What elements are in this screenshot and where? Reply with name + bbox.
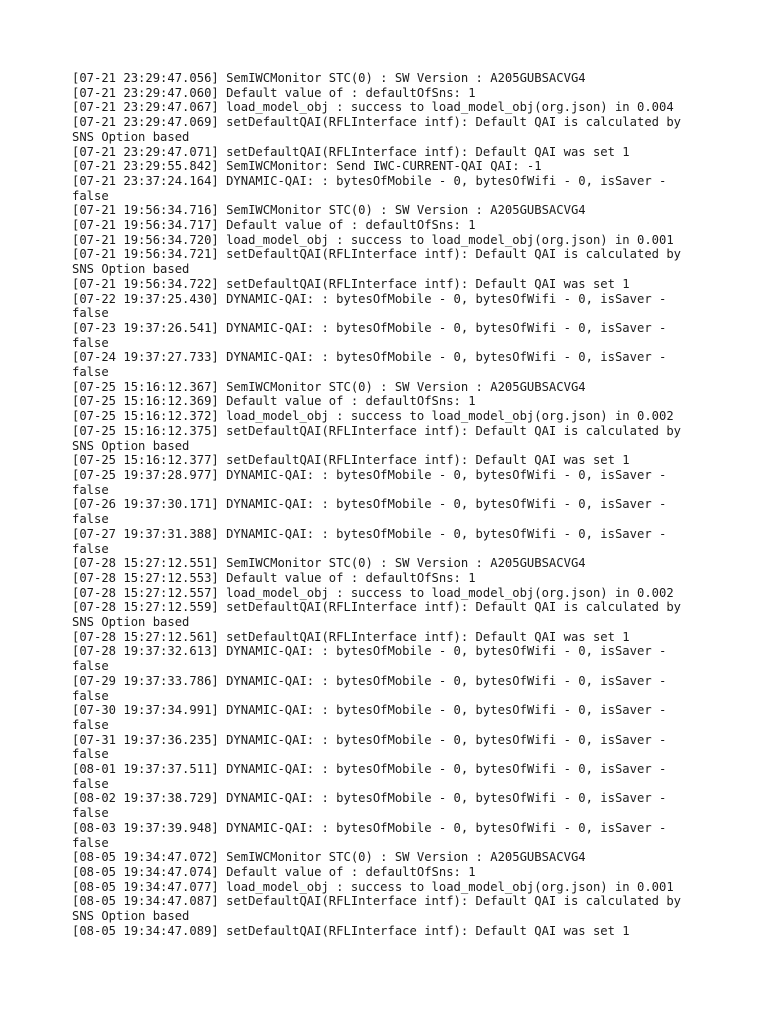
log-line: false [72,688,109,703]
log-line: [07-21 23:29:55.842] SemIWCMonitor: Send IWC-CURRENT-QAI QAI: -1 [72,159,542,174]
log-line: [07-21 23:37:24.164] DYNAMIC-QAI: : bytesOfMobile - 0, bytesOfWifi - 0, isSaver - [72,173,667,188]
log-line: [07-25 19:37:28.977] DYNAMIC-QAI: : bytesOfMobile - 0, bytesOfWifi - 0, isSaver - [72,467,667,482]
log-line: [07-28 15:27:12.559] setDefaultQAI(RFLInterface intf): Default QAI is calculated by [72,600,682,615]
log-line: [07-21 19:56:34.722] setDefaultQAI(RFLInterface intf): Default QAI was set 1 [72,276,630,291]
log-line: [07-27 19:37:31.388] DYNAMIC-QAI: : bytesOfMobile - 0, bytesOfWifi - 0, isSaver - [72,526,667,541]
log-line: false [72,365,109,380]
log-line: false [72,188,109,203]
log-line: [08-01 19:37:37.511] DYNAMIC-QAI: : bytesOfMobile - 0, bytesOfWifi - 0, isSaver - [72,762,667,777]
log-line: false [72,482,109,497]
log-line: [08-05 19:34:47.087] setDefaultQAI(RFLInterface intf): Default QAI is calculated by [72,894,682,909]
log-line: [07-21 23:29:47.067] load_model_obj : success to load_model_obj(org.json) in 0.004 [72,100,674,115]
log-line: [07-21 23:29:47.071] setDefaultQAI(RFLInterface intf): Default QAI was set 1 [72,144,630,159]
log-line: SNS Option based [72,262,190,277]
log-line: [08-02 19:37:38.729] DYNAMIC-QAI: : bytesOfMobile - 0, bytesOfWifi - 0, isSaver - [72,791,667,806]
log-line: [08-05 19:34:47.077] load_model_obj : success to load_model_obj(org.json) in 0.001 [72,879,674,894]
log-line: [08-03 19:37:39.948] DYNAMIC-QAI: : bytesOfMobile - 0, bytesOfWifi - 0, isSaver - [72,820,667,835]
log-line: [07-23 19:37:26.541] DYNAMIC-QAI: : bytesOfMobile - 0, bytesOfWifi - 0, isSaver - [72,320,667,335]
log-line: [07-28 19:37:32.613] DYNAMIC-QAI: : bytesOfMobile - 0, bytesOfWifi - 0, isSaver - [72,644,667,659]
log-line: false [72,659,109,674]
log-line: false [72,776,109,791]
log-line: false [72,747,109,762]
log-line: SNS Option based [72,615,190,630]
log-line: false [72,835,109,850]
log-line: [07-28 15:27:12.551] SemIWCMonitor STC(0) : SW Version : A205GUBSACVG4 [72,556,586,571]
log-line: [07-24 19:37:27.733] DYNAMIC-QAI: : bytesOfMobile - 0, bytesOfWifi - 0, isSaver - [72,350,667,365]
log-line: SNS Option based [72,129,190,144]
log-line: [07-28 15:27:12.553] Default value of : defaultOfSns: 1 [72,570,476,585]
log-line: [08-05 19:34:47.089] setDefaultQAI(RFLInterface intf): Default QAI was set 1 [72,923,630,938]
log-line: [07-26 19:37:30.171] DYNAMIC-QAI: : bytesOfMobile - 0, bytesOfWifi - 0, isSaver - [72,497,667,512]
log-line: [07-30 19:37:34.991] DYNAMIC-QAI: : bytesOfMobile - 0, bytesOfWifi - 0, isSaver - [72,703,667,718]
log-line: [07-21 19:56:34.716] SemIWCMonitor STC(0) : SW Version : A205GUBSACVG4 [72,203,586,218]
log-line: [07-25 15:16:12.372] load_model_obj : success to load_model_obj(org.json) in 0.002 [72,409,674,424]
log-line: false [72,306,109,321]
log-line: [07-25 15:16:12.375] setDefaultQAI(RFLInterface intf): Default QAI is calculated by [72,423,682,438]
log-line: [07-21 23:29:47.069] setDefaultQAI(RFLInterface intf): Default QAI is calculated by [72,115,682,130]
log-line: [07-21 19:56:34.717] Default value of : defaultOfSns: 1 [72,218,476,233]
log-line: false [72,541,109,556]
log-line: [08-05 19:34:47.074] Default value of : defaultOfSns: 1 [72,864,476,879]
log-line: [07-22 19:37:25.430] DYNAMIC-QAI: : bytesOfMobile - 0, bytesOfWifi - 0, isSaver - [72,291,667,306]
log-line: [07-25 15:16:12.369] Default value of : defaultOfSns: 1 [72,394,476,409]
log-line: [07-25 15:16:12.367] SemIWCMonitor STC(0) : SW Version : A205GUBSACVG4 [72,379,586,394]
log-line: SNS Option based [72,438,190,453]
log-line: [07-28 15:27:12.557] load_model_obj : success to load_model_obj(org.json) in 0.002 [72,585,674,600]
log-line: false [72,512,109,527]
log-line: false [72,806,109,821]
log-line: [07-31 19:37:36.235] DYNAMIC-QAI: : bytesOfMobile - 0, bytesOfWifi - 0, isSaver - [72,732,667,747]
log-line: [08-05 19:34:47.072] SemIWCMonitor STC(0) : SW Version : A205GUBSACVG4 [72,850,586,865]
log-line: false [72,717,109,732]
log-line: [07-29 19:37:33.786] DYNAMIC-QAI: : bytesOfMobile - 0, bytesOfWifi - 0, isSaver - [72,673,667,688]
log-line: [07-21 19:56:34.720] load_model_obj : success to load_model_obj(org.json) in 0.001 [72,232,674,247]
log-line: [07-21 23:29:47.060] Default value of : defaultOfSns: 1 [72,85,476,100]
log-line: false [72,335,109,350]
log-document [72,71,700,938]
log-line: [07-21 23:29:47.056] SemIWCMonitor STC(0) : SW Version : A205GUBSACVG4 [72,71,586,85]
log-line: [07-28 15:27:12.561] setDefaultQAI(RFLInterface intf): Default QAI was set 1 [72,629,630,644]
log-line: [07-21 19:56:34.721] setDefaultQAI(RFLInterface intf): Default QAI is calculated by [72,247,682,262]
log-lines [72,71,700,938]
log-line: SNS Option based [72,909,190,924]
log-line: [07-25 15:16:12.377] setDefaultQAI(RFLInterface intf): Default QAI was set 1 [72,453,630,468]
